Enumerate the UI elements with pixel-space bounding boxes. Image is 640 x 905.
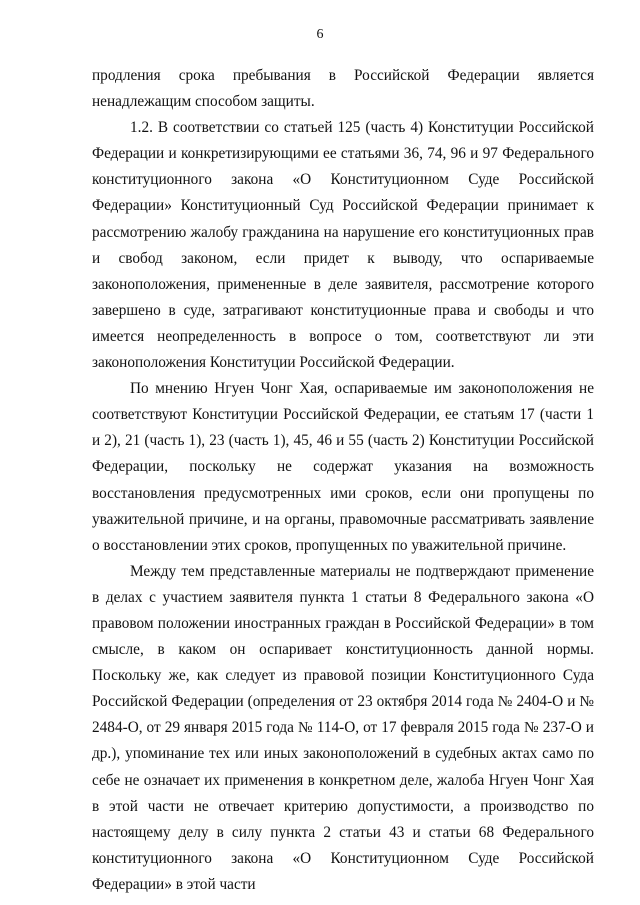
paragraph-continuation: продления срока пребывания в Российской Федерации является ненадлежащим способом защиты. bbox=[92, 67, 594, 111]
page-number: 6 bbox=[316, 27, 324, 42]
paragraph-1-2: 1.2. В соответствии со статьей 125 (часть 4) Конституции Российской Федерации и конкретизирующими ее статьями 36, 74, 96 и 97 Федерального конституционного закона «О Конституционном Суде Российской Федерации» Конституционный Суд Российской Федерации принимает к рассмотрению жалобу гражданина на нарушение его конституционных прав и свобод законом, если придет к выводу, что оспариваемые законоположения, примененные в деле заявителя, рассмотрение которого завершено в суде, затрагивают конституционные права и свободы и что имеется неопределенность в вопросе о том, соответствуют ли эти законоположения Конституции Российской Федерации. bbox=[92, 119, 594, 372]
document-body bbox=[92, 63, 594, 898]
paragraph-court-reasoning: Между тем представленные материалы не подтверждают применение в делах с участием заявителя пункта 1 статьи 8 Федерального закона «О правовом положении иностранных граждан в Российской Федерации» в том смысле, в каком он оспаривает конституционность данной нормы. Поскольку же, как следует из правовой позиции Конституционного Суда Российской Федерации (определения от 23 октября 2014 года № 2404-О и № 2484-О, от 29 января 2015 года № 114-О, от 17 февраля 2015 года № 237-О и др.), упоминание тех или иных законоположений в судебных актах само по себе не означает их применения в конкретном деле, жалоба Нгуен Чонг Хая в этой части не отвечает критерию допустимости, а производство по настоящему делу в силу пункта 2 статьи 43 и статьи 68 Федерального конституционного закона «О Конституционном Суде Российской Федерации» в этой части bbox=[92, 562, 594, 893]
paragraph-applicant-position: По мнению Нгуен Чонг Хая, оспариваемые им законоположения не соответствуют Конституции Российской Федерации, ее статьям 17 (части 1 и 2), 21 (часть 1), 23 (часть 1), 45, 46 и 55 (часть 2) Конституции Российской Федерации, поскольку не содержат указания на возможность восстановления предусмотренных ими сроков, если они пропущены по уважительной причине, и на органы, правомочные рассматривать заявление о восстановлении этих сроков, пропущенных по уважительной причине. bbox=[92, 380, 594, 554]
